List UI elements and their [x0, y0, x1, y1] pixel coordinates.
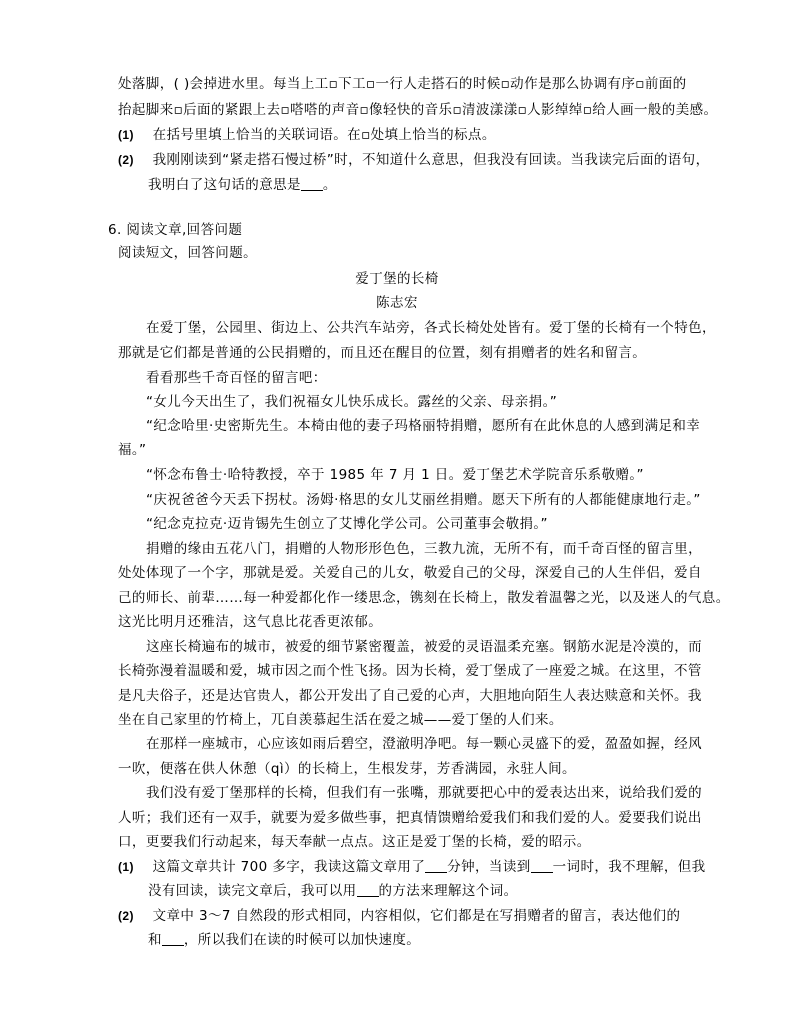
section-heading: 6. 阅读文章,回答问题 — [108, 222, 243, 238]
question-2-continuation: 我明白了这句话的意思是 。 — [148, 177, 337, 193]
question-text: 我刚刚读到“紧走搭石慢过桥”时，不知道什么意思，但我没有回读。当我读完后面的语句， — [152, 152, 710, 168]
article-line: 那就是它们都是普通的公民捐赠的，而且还在醒目的位置，刻有捐赠者的姓名和留言。 — [118, 345, 647, 361]
question-number: (1) — [118, 128, 134, 142]
question-2-continuation: 和 ，所以我们在读的时候可以加快速度。 — [148, 932, 421, 948]
article-line: 一吹，便落在供人休憩（qì）的长椅上，生根发芽，芳香满园，永驻人间。 — [118, 761, 576, 777]
article-line: 捐赠的缘由五花八门，捐赠的人物形形色色，三教九流，无所不有，而千奇百怪的留言里， — [146, 541, 702, 557]
article-line: 在那样一座城市，心应该如雨后碧空，澄澈明净吧。每一颗心灵盛下的爱，盈盈如握，经风 — [146, 736, 702, 752]
answer-blank[interactable] — [301, 176, 323, 191]
article-author: 陈志宏 — [376, 295, 418, 311]
question-2 — [118, 150, 709, 170]
article-line: 看看那些千奇百怪的留言吧： — [146, 370, 327, 386]
answer-blank[interactable] — [162, 931, 184, 946]
answer-blank[interactable] — [357, 882, 379, 897]
article-line: 坐在自己家里的竹椅上，兀自羡慕起生活在爱之城——爱丁堡的人们来。 — [118, 712, 563, 728]
article-line: 处处体现了一个字，那就是爱。关爱自己的儿女，敬爱自己的父母，深爱自己的人生伴侣，爱自 — [118, 565, 702, 581]
article-title: 爱丁堡的长椅 — [355, 271, 439, 287]
article-line: 长椅弥漫着温暖和爱，城市因之而个性飞扬。因为长椅，爱丁堡成了一座爱之城。在这里，不管 — [118, 663, 702, 679]
answer-blank[interactable] — [531, 858, 553, 873]
article-line: 我们没有爱丁堡那样的长椅，但我们有一张嘴，那就要把心中的爱表达出来，说给我们爱的 — [146, 785, 702, 801]
article-line: 在爱丁堡，公园里、街边上、公共汽车站旁，各式长椅处处皆有。爱丁堡的长椅有一个特色， — [146, 320, 716, 336]
instruction-text: 阅读短文，回答问题。 — [118, 245, 257, 261]
question-1-continuation: 没有回读，读完文章后，我可以用 的方法来理解这个词。 — [148, 883, 518, 899]
question-number: (2) — [118, 153, 134, 167]
question-text: 在括号里填上恰当的关联词语。在▫处填上恰当的标点。 — [152, 127, 496, 143]
article-line: 福。” — [118, 442, 147, 458]
article-line: “庆祝爸爸今天丢下拐杖。汤姆·格思的女儿艾丽丝捐赠。愿天下所有的人都能健康地行走。” — [146, 492, 701, 508]
article-line: “女儿今天出生了，我们祝福女儿快乐成长。露丝的父亲、母亲捐。” — [146, 394, 558, 410]
question-1: (1) 这篇文章共计 700 多字，我读这篇文章用了 分钟，当读到 一词时，我不理解，但我 — [118, 859, 706, 875]
article-line: 这光比明月还雅洁，这气息比花香更浓郁。 — [118, 614, 383, 630]
article-line: 人听；我们还有一双手，就要为爱多做些事，把真情馈赠给爱我们和我们爱的人。爱要我们说出 — [118, 810, 702, 826]
article-line: “纪念哈里·史密斯先生。本椅由他的妻子玛格丽特捐赠，愿所有在此休息的人感到满足和幸 — [146, 418, 701, 434]
article-line: “怀念布鲁士·哈特教授，卒于 1985 年 7 月 1 日。爱丁堡艺术学院音乐系敬赠。” — [146, 467, 644, 483]
article-line: 这座长椅遍布的城市，被爱的细节紧密覆盖，被爱的灵语温柔充塞。钢筋水泥是冷漠的，而 — [146, 639, 702, 655]
question-1 — [118, 125, 496, 145]
passage-text-line: 处落脚，( )会掉进水里。每当上工▫下工▫一行人走搭石的时候▫动作是那么协调有序▫前面的 — [118, 76, 687, 92]
question-number: (1) — [118, 860, 134, 874]
article-line: 口，更要我们行动起来，每天奉献一点点。这正是爱丁堡的长椅，爱的昭示。 — [118, 834, 591, 850]
answer-blank[interactable] — [425, 858, 447, 873]
question-2: (2) 文章中 3～7 自然段的形式相同，内容相似，它们都是在写捐赠者的留言，表达他们的 — [118, 908, 681, 924]
article-line: “纪念克拉克·迈肯锡先生创立了艾博化学公司。公司董事会敬捐。” — [146, 516, 548, 532]
article-line: 己的师长、前辈……每一种爱都化作一缕思念，镌刻在长椅上，散发着温馨之光，以及迷人的气息。 — [118, 590, 730, 606]
article-line: 是凡夫俗子，还是达官贵人，都公开发出了自己爱的心声，大胆地向陌生人表达赎意和关怀。我 — [118, 688, 702, 704]
passage-text-line: 抬起脚来▫后面的紧跟上去▫嗒嗒的声音▫像轻快的音乐▫清波漾漾▫人影绰绰▫给人画一般的美感。 — [118, 102, 718, 118]
question-number: (2) — [118, 909, 134, 923]
